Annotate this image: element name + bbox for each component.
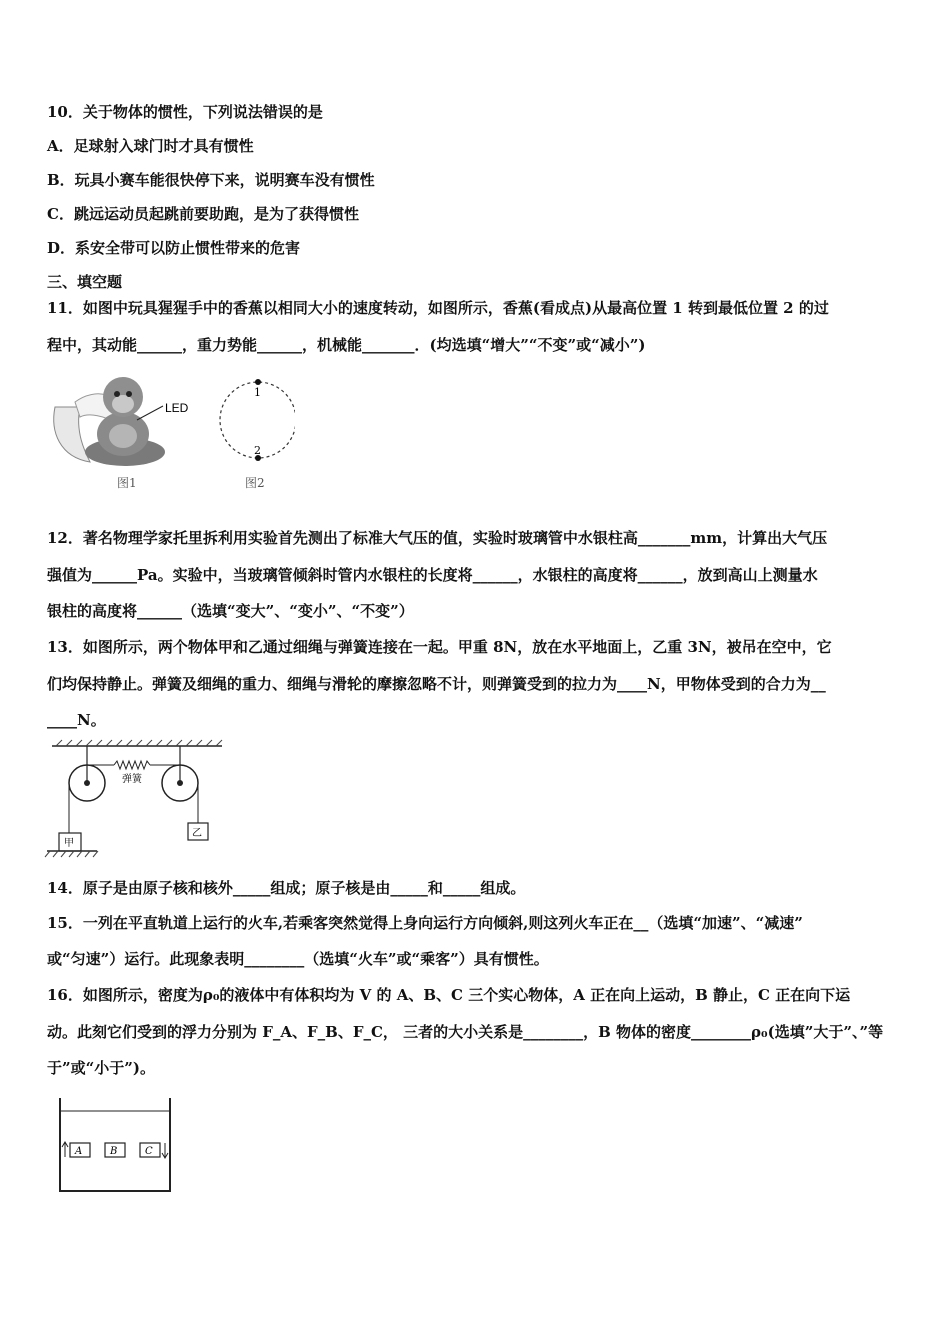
figure-2-caption: 图2 bbox=[245, 476, 265, 490]
rotation-circle-diagram bbox=[220, 379, 295, 461]
q16-container-figure bbox=[52, 1093, 177, 1198]
q12-line1: 12．著名物理学家托里拆利用实验首先测出了标准大气压的值，实验时玻璃管中水银柱高_______mm，计算出大气压 bbox=[47, 529, 828, 547]
block-c-label: C bbox=[145, 1146, 153, 1157]
spring-label: 弹簧 bbox=[122, 774, 142, 785]
point-2-label: 2 bbox=[254, 444, 261, 457]
q10-option-a: A．足球射入球门时才具有惯性 bbox=[47, 137, 254, 155]
q13-line2: 们均保持静止。弹簧及细绳的重力、细绳与滑轮的摩擦忽略不计，则弹簧受到的拉力为____N，甲物体受到的合力为__ bbox=[47, 675, 826, 693]
q13-line1: 13．如图所示，两个物体甲和乙通过细绳与弹簧连接在一起。甲重 8N，放在水平地面上，乙重 3N，被吊在空中，它 bbox=[47, 638, 832, 656]
q16-line3: 于”或“小于”)。 bbox=[47, 1059, 155, 1077]
toy-monkey-image bbox=[54, 377, 165, 466]
yi-label: 乙 bbox=[192, 828, 202, 839]
q10-stem: 10．关于物体的惯性，下列说法错误的是 bbox=[47, 103, 323, 121]
q15-line1: 15．一列在平直轨道上运行的火车,若乘客突然觉得上身向运行方向倾斜,则这列火车正在__（选填“加速”、“减速” bbox=[47, 914, 803, 932]
q16-line1: 16．如图所示，密度为ρ₀的液体中有体积均为 V 的 A、B、C 三个实心物体，A 正在向上运动，B 静止，C 正在向下运 bbox=[47, 986, 851, 1004]
q15-line2: 或“匀速”）运行。此现象表明________（选填“火车”或“乘客”）具有惯性。 bbox=[47, 950, 549, 968]
q12-line3: 银柱的高度将______（选填“变大”、“变小”、“不变”） bbox=[47, 602, 414, 620]
q12-line2: 强值为______Pa。实验中，当玻璃管倾斜时管内水银柱的长度将______，水银柱的高度将______，放到高山上测量水 bbox=[47, 566, 818, 584]
q11-figure bbox=[45, 362, 295, 497]
q14-line1: 14．原子是由原子核和核外_____组成；原子核是由_____和_____组成。 bbox=[47, 879, 526, 897]
q16-line2: 动。此刻它们受到的浮力分别为 F_A、F_B、F_C， 三者的大小关系是________，B 物体的密度________ρ₀(选填”大于”、”等 bbox=[47, 1023, 884, 1041]
section-heading: 三、填空题 bbox=[47, 273, 123, 291]
q11-line1: 11．如图中玩具猩猩手中的香蕉以相同大小的速度转动，如图所示，香蕉(看成点)从最高位置 1 转到最低位置 2 的过 bbox=[47, 299, 829, 317]
block-b-label: B bbox=[110, 1146, 118, 1157]
q13-pulley-figure bbox=[42, 738, 232, 863]
led-label: LED bbox=[165, 401, 189, 415]
jia-label: 甲 bbox=[64, 838, 74, 849]
q10-option-b: B．玩具小赛车能很快停下来，说明赛车没有惯性 bbox=[47, 171, 375, 189]
q13-line3: ____N。 bbox=[47, 711, 106, 729]
point-1-label: 1 bbox=[254, 386, 261, 399]
q10-option-c: C．跳远运动员起跳前要助跑，是为了获得惯性 bbox=[47, 205, 359, 223]
q11-line2: 程中，其动能______，重力势能______，机械能_______．(均选填“增大”“不变”或“减小”) bbox=[47, 336, 646, 354]
block-a-label: A bbox=[75, 1146, 83, 1157]
figure-1-caption: 图1 bbox=[117, 476, 137, 490]
q10-option-d: D．系安全带可以防止惯性带来的危害 bbox=[47, 239, 301, 257]
